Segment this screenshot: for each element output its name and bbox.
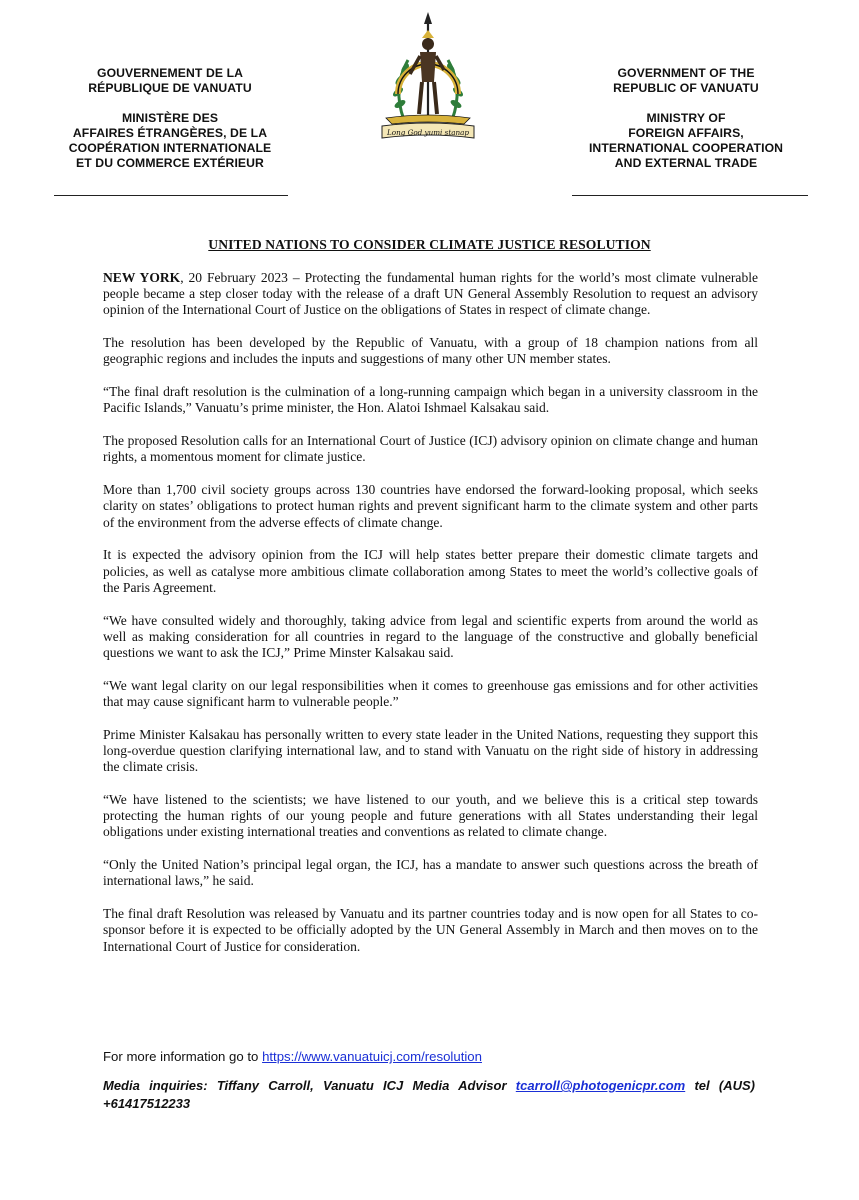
header-french-line: ET DU COMMERCE EXTÉRIEUR [76,156,264,170]
vanuatu-coat-of-arms-emblem [364,8,492,146]
body-paragraph: “The final draft resolution is the culmination of a long-running campaign which began in a university classroom in the Pacific Islands,” Vanuatu’s prime minister, the Hon. Alatoi Ishmael Kalsakau said. [103,384,758,416]
media-inquiries [103,1077,755,1112]
press-release-title: UNITED NATIONS TO CONSIDER CLIMATE JUSTICE RESOLUTION [208,237,651,252]
header-english-line: REPUBLIC OF VANUATU [613,81,759,95]
body-paragraph: “We want legal clarity on our legal responsibilities when it comes to greenhouse gas emissions and for other activities that may cause significant harm to vulnerable people.” [103,677,758,710]
press-release-body [103,270,758,971]
more-info-label: For more information go to [103,1049,263,1064]
header-french-line: GOUVERNEMENT DE LA [96,66,244,80]
resolution-link[interactable]: https://www.vanuatuicj.com/resolution [262,1049,482,1064]
header-french-line: RÉPUBLIQUE DE VANUATU [88,81,252,95]
header-divider-right [572,195,808,196]
body-paragraph: NEW YORK, 20 February 2023 – Protecting the fundamental human rights for the world’s most climate vulnerable people became a step closer today with the release of a draft UN General Assembly Resolution to request an advisory opinion of the International Court of Justice on the obligations of States in respect of climate change. [103,270,758,318]
body-paragraph: The proposed Resolution calls for an International Court of Justice (ICJ) advisory opinion on climate change and human rights, a momentous moment for climate justice. [103,433,758,465]
body-paragraph: The resolution has been developed by the Republic of Vanuatu, with a group of 18 champion nations from all geographic regions and includes the inputs and suggestions of many other UN member states. [103,335,758,367]
header-divider-left [54,195,288,196]
header-french [40,66,300,171]
header-english-line: INTERNATIONAL COOPERATION [588,141,784,155]
dateline: NEW YORK [103,270,181,285]
header-french-line: AFFAIRES ÉTRANGÈRES, DE LA [72,126,268,140]
header-french-line: COOPÉRATION INTERNATIONALE [68,141,272,155]
body-paragraph: Prime Minister Kalsakau has personally written to every state leader in the United Nations, requesting they support this long-overdue question clarifying international law, and to stand with Vanuatu on the right side of history in addressing the climate crisis. [103,726,758,775]
body-paragraph: More than 1,700 civil society groups across 130 countries have endorsed the forward-looking proposal, which seeks clarity on states’ obligations to protect human rights and prevent significant harm to the climate system and other parts of the environment from the adverse effects of climate change. [103,482,758,530]
body-paragraph: “We have consulted widely and thoroughly, taking advice from legal and scientific experts from around the world as well as making consideration for all countries in regard to the language of the constructive and globally beneficial questions we want to ask the ICJ,” Prime Minster Kalsakau said. [103,612,758,661]
body-paragraph: “Only the United Nation’s principal legal organ, the ICJ, has a mandate to answer such questions across the breath of international laws,” he said. [103,857,758,889]
header-english-line: MINISTRY OF [646,111,726,125]
more-info-line [103,1048,758,1065]
header-english [556,66,816,171]
body-paragraph: It is expected the advisory opinion from the ICJ will help states better prepare their domestic climate targets and policies, as well as catalyse more ambitious climate collaboration among States to meet the world’s collective goals of the Paris Agreement. [103,547,758,595]
body-paragraph: The final draft Resolution was released by Vanuatu and its partner countries today and is now open for all States to co-sponsor before it is expected to be officially adopted by the UN General Assembly in March and then moves on to the International Court of Justice for consideration. [103,906,758,954]
media-email-link[interactable]: tcarroll@photogenicpr.com [515,1078,686,1093]
header-english-line: AND EXTERNAL TRADE [614,156,758,170]
header-english-line: GOVERNMENT OF THE [617,66,755,80]
media-phone: tel (AUS) +61417512233 [103,1078,755,1111]
header-english-line: FOREIGN AFFAIRS, [628,126,744,140]
body-paragraph: “We have listened to the scientists; we have listened to our youth, and we believe this is a critical step towards protecting the human rights of our young people and future generations with all States understanding their legal obligations under existing international treaties and conventions as related to climate change. [103,792,758,840]
header-french-line: MINISTÈRE DES [121,111,219,125]
emblem-motto: Long God yumi stanap [386,128,470,137]
media-inquiries-label: Media inquiries: Tiffany Carroll, Vanuatu ICJ Media Advisor [103,1078,516,1093]
